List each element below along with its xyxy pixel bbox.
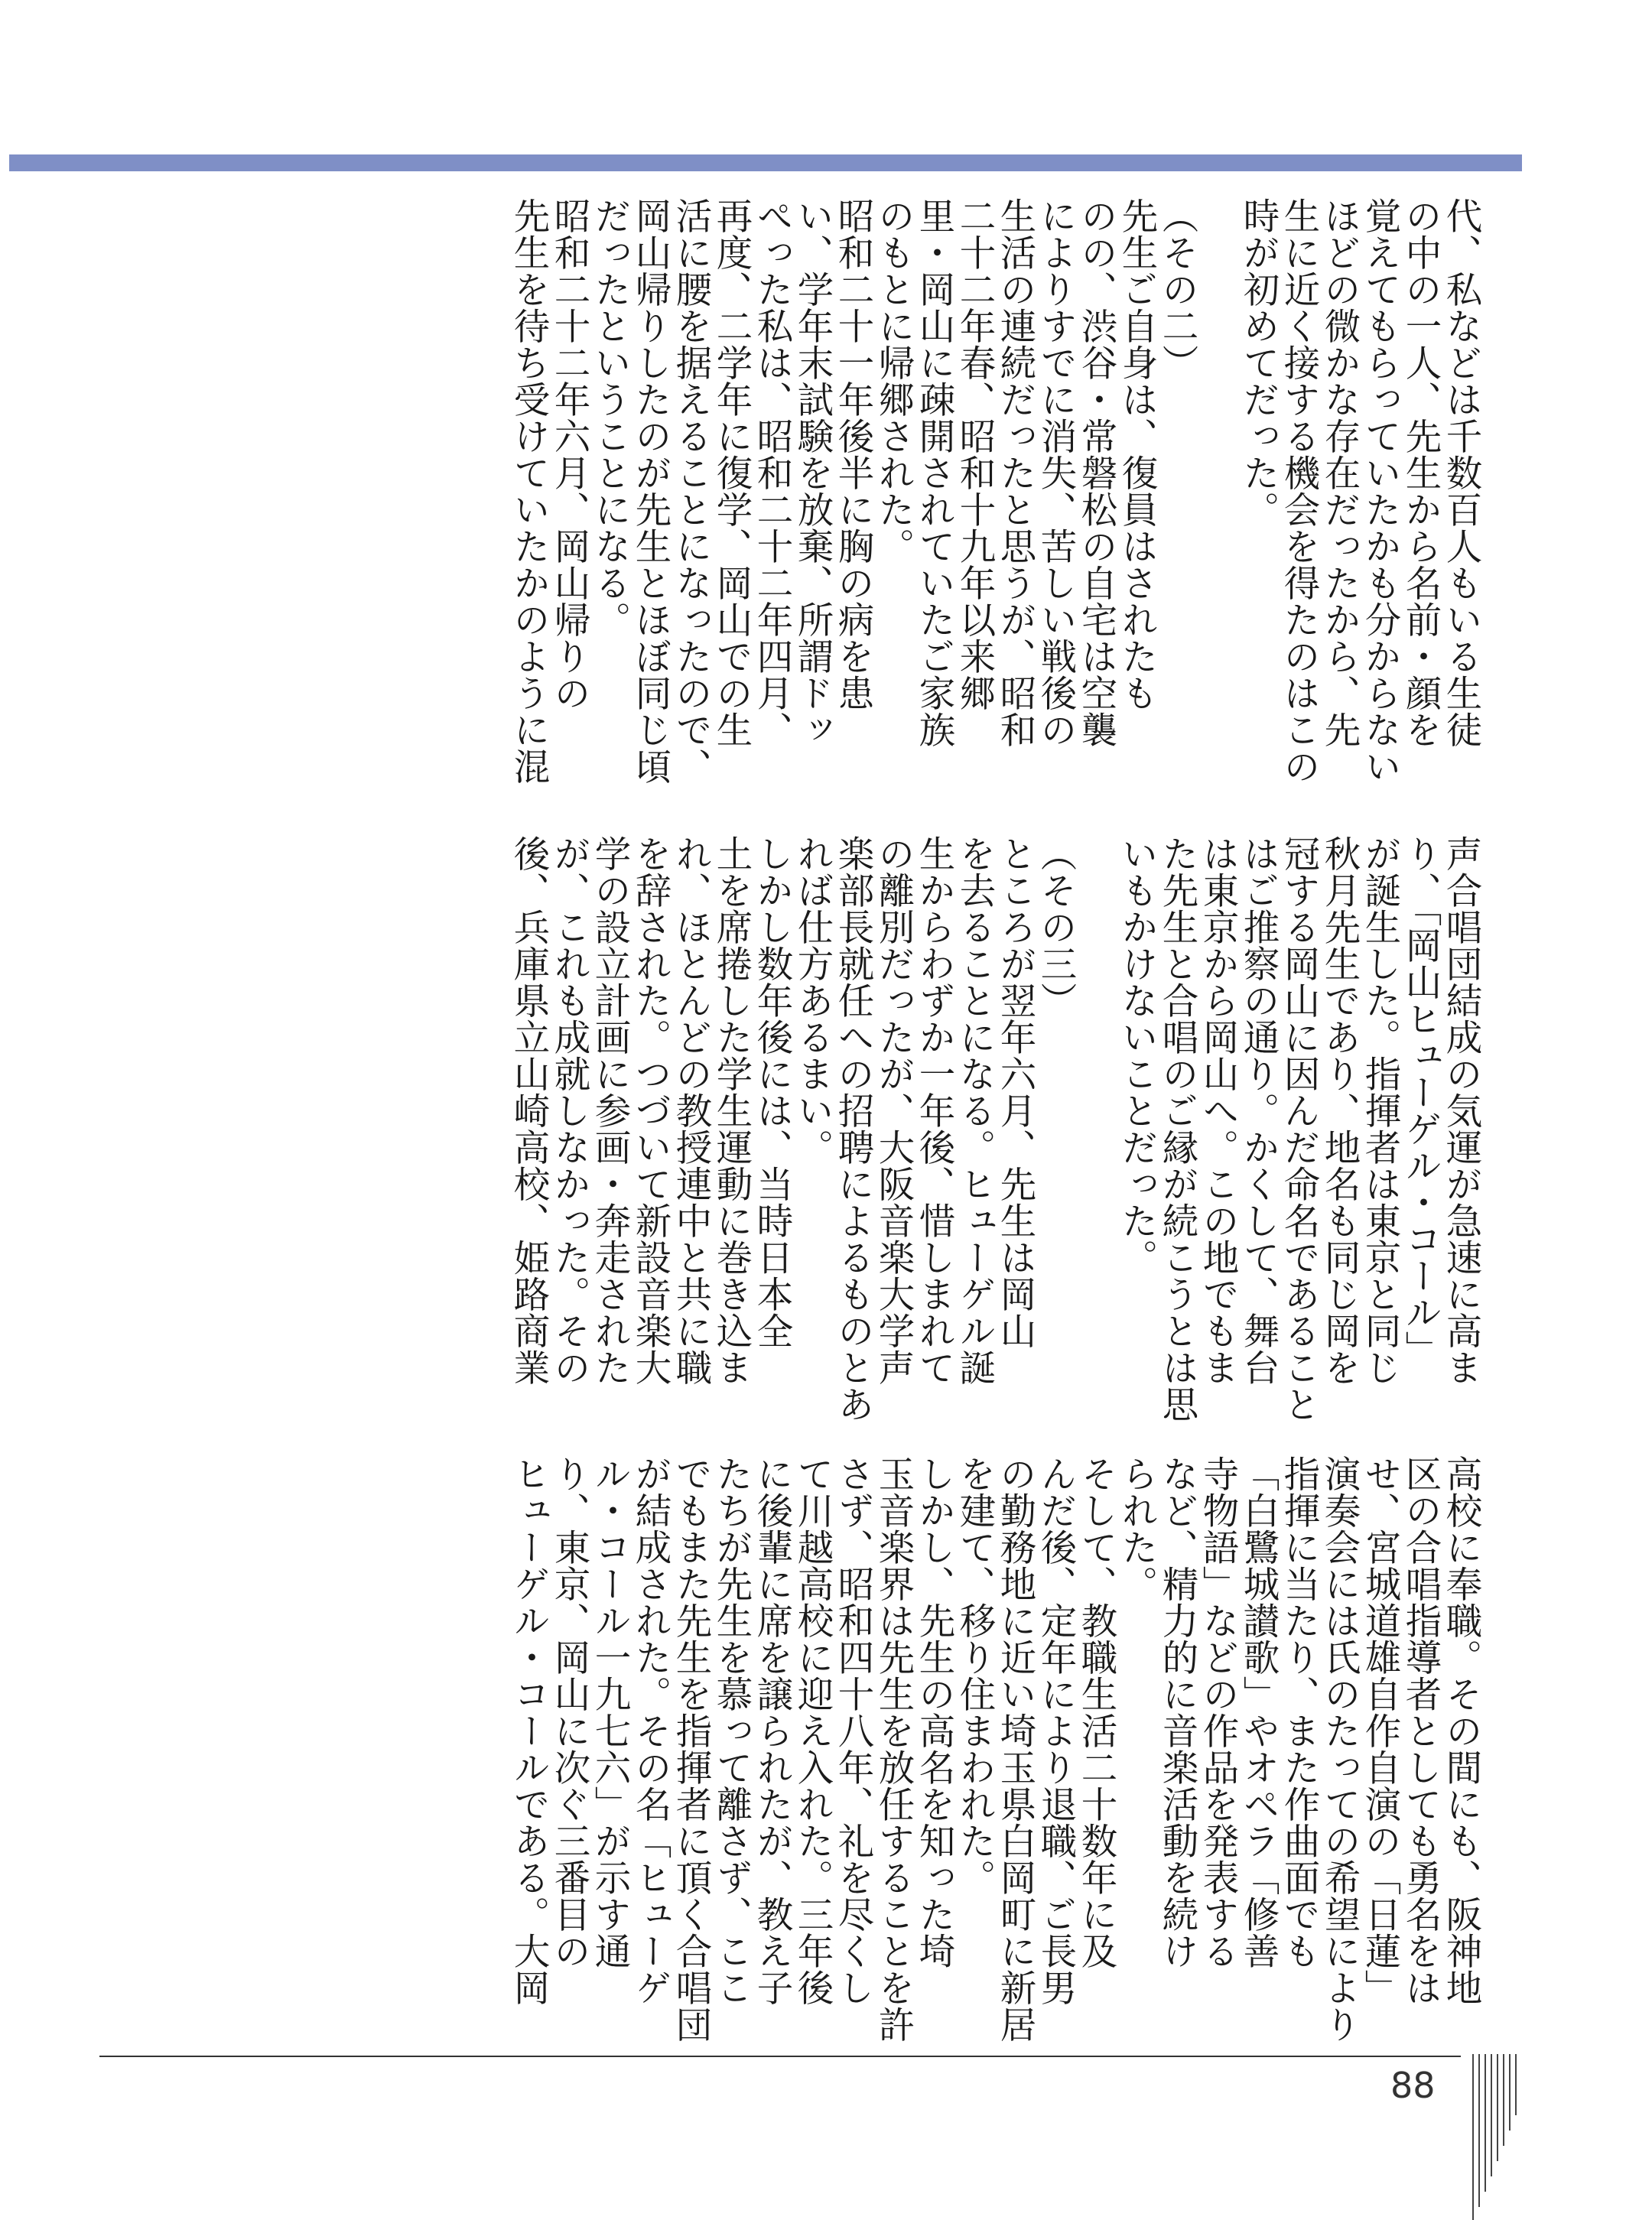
text-column: せ、宮城道雄自作自演の「日蓮」 (1358, 1455, 1400, 2006)
text-column: り、「岡山ヒューゲル・コール」 (1399, 835, 1441, 1368)
text-column: ぺった私は、昭和二十二年四月、 (750, 197, 792, 748)
text-block-top (508, 197, 1481, 818)
text-column: ル・コール一九七六」が示す通 (588, 1455, 630, 1969)
text-column: さず、昭和四十八年、礼を尽くし (831, 1455, 873, 2006)
text-column: た先生と合唱のご縁が続こうとは思 (1156, 835, 1198, 1422)
text-column: が結成された。その名「ヒューゲ (629, 1455, 671, 2006)
text-column: はご推察の通り。かくして、舞台 (1237, 835, 1279, 1386)
text-column: （その二） (1156, 197, 1198, 381)
text-column: など、精力的に音楽活動を続け (1156, 1455, 1198, 1969)
text-column: 「白鷺城讃歌」やオペラ「修善 (1237, 1455, 1279, 1969)
text-column: だったということになる。 (588, 197, 630, 638)
text-column (1197, 197, 1237, 818)
text-block-bottom (507, 1455, 1481, 2043)
text-column: 里・岡山に疎開されていたご家族 (912, 197, 954, 748)
text-column: のの、渋谷・常磐松の自宅は空襲 (1075, 197, 1117, 748)
text-column: 冠する岡山に因んだ命名であること (1277, 835, 1319, 1422)
text-column: れば仕方あるまい。 (791, 835, 833, 1165)
text-column: いもかけないことだった。 (1115, 835, 1157, 1276)
text-column: ところが翌年六月、先生は岡山 (993, 835, 1036, 1349)
text-column: 再度、二学年に復学、岡山での生 (710, 197, 752, 748)
text-column: しかし数年後には、当時日本全 (750, 835, 792, 1349)
text-column: 二十二年春、昭和十九年以来郷 (953, 197, 995, 711)
text-column: 代、私などは千数百人もいる生徒 (1439, 197, 1481, 748)
text-column: 生からわずか一年後、惜しまれて (912, 835, 954, 1386)
text-column: によりすでに消失、苦しい戦後の (1034, 197, 1076, 748)
text-column: 寺物語」などの作品を発表する (1196, 1455, 1238, 1969)
text-column: て川越高校に迎え入れた。三年後 (791, 1455, 833, 2006)
text-block-middle (508, 835, 1481, 1439)
text-column: が誕生した。指揮者は東京と同じ (1358, 835, 1400, 1386)
text-column: ヒューゲル・コールである。大岡 (507, 1455, 549, 2006)
header-accent-bar (9, 154, 1522, 171)
text-column: んだ後、定年により退職、ご長男 (1034, 1455, 1076, 2006)
text-column: 時が初めてだった。 (1237, 197, 1279, 528)
vertical-lines-ornament (1470, 2054, 1522, 2220)
text-column: り、東京、岡山に次ぐ三番目の (548, 1455, 590, 1969)
text-column: 学の設立計画に参画・奔走された (588, 835, 630, 1386)
text-column: ほどの微かな存在だったから、先 (1318, 197, 1360, 748)
text-column: の離別だったが、大阪音楽大学声 (872, 835, 914, 1386)
text-column: 岡山帰りしたのが先生とほぼ同じ頃 (629, 197, 671, 785)
text-column: 土を席捲した学生運動に巻き込ま (710, 835, 752, 1386)
text-column: い、学年末試験を放棄、所謂ドッ (791, 197, 833, 748)
text-column: 先生ご自身は、復員はされたも (1115, 197, 1157, 711)
text-column: 玉音楽界は先生を放任することを許 (872, 1455, 914, 2043)
text-column: れ、ほとんどの教授連中と共に職 (669, 835, 711, 1386)
text-column: 昭和二十一年後半に胸の病を患 (831, 197, 873, 711)
text-column: 後、兵庫県立山崎高校、姫路商業 (507, 835, 549, 1386)
text-column: の中の一人、先生から名前・顔を (1399, 197, 1441, 748)
text-column: （その三） (1034, 835, 1076, 1019)
text-column: られた。 (1115, 1455, 1157, 1602)
text-column: 生に近く接する機会を得たのはこの (1277, 197, 1319, 785)
footer-rule (99, 2056, 1461, 2057)
text-column: 活に腰を据えることになったので、 (669, 197, 711, 785)
text-column: を去ることになる。ヒューゲル誕 (953, 835, 995, 1386)
text-column: 声合唱団結成の気運が急速に高ま (1439, 835, 1481, 1386)
text-column: 覚えてもらっていたかも分からない (1358, 197, 1400, 785)
text-column: 楽部長就任への招聘によるものとあ (831, 835, 873, 1422)
text-column: 指揮に当たり、また作曲面でも (1277, 1455, 1319, 1969)
text-column: たちが先生を慕って離さず、ここ (710, 1455, 752, 2006)
text-column: のもとに帰郷された。 (872, 197, 914, 564)
text-column: しかし、先生の高名を知った埼 (912, 1455, 954, 1969)
text-column: に後輩に席を譲られたが、教え子 (750, 1455, 792, 2006)
text-column: でもまた先生を指揮者に頂く合唱団 (669, 1455, 711, 2043)
text-column (1075, 835, 1116, 1439)
text-column: 昭和二十二年六月、岡山帰りの (548, 197, 590, 711)
text-column: 高校に奉職。その間にも、阪神地 (1439, 1455, 1481, 2006)
text-column: 生活の連続だったと思うが、昭和 (993, 197, 1036, 748)
text-column: の勤務地に近い埼玉県白岡町に新居 (993, 1455, 1036, 2043)
text-column: 秋月先生であり、地名も同じ岡を (1318, 835, 1360, 1386)
text-column: 演奏会には氏のたっての希望により (1318, 1455, 1360, 2043)
text-column: そして、教職生活二十数年に及 (1075, 1455, 1117, 1969)
text-column: 先生を待ち受けていたかのように混 (507, 197, 549, 785)
page-number: 88 (1390, 2065, 1436, 2106)
text-column: を辞された。つづいて新設音楽大 (629, 835, 671, 1386)
text-column: が、これも成就しなかった。その (548, 835, 590, 1386)
text-column: は東京から岡山へ。この地でもま (1196, 835, 1238, 1386)
text-column: 区の合唱指導者としても勇名をは (1399, 1455, 1441, 2006)
text-column: を建て、移り住まわれた。 (953, 1455, 995, 1896)
